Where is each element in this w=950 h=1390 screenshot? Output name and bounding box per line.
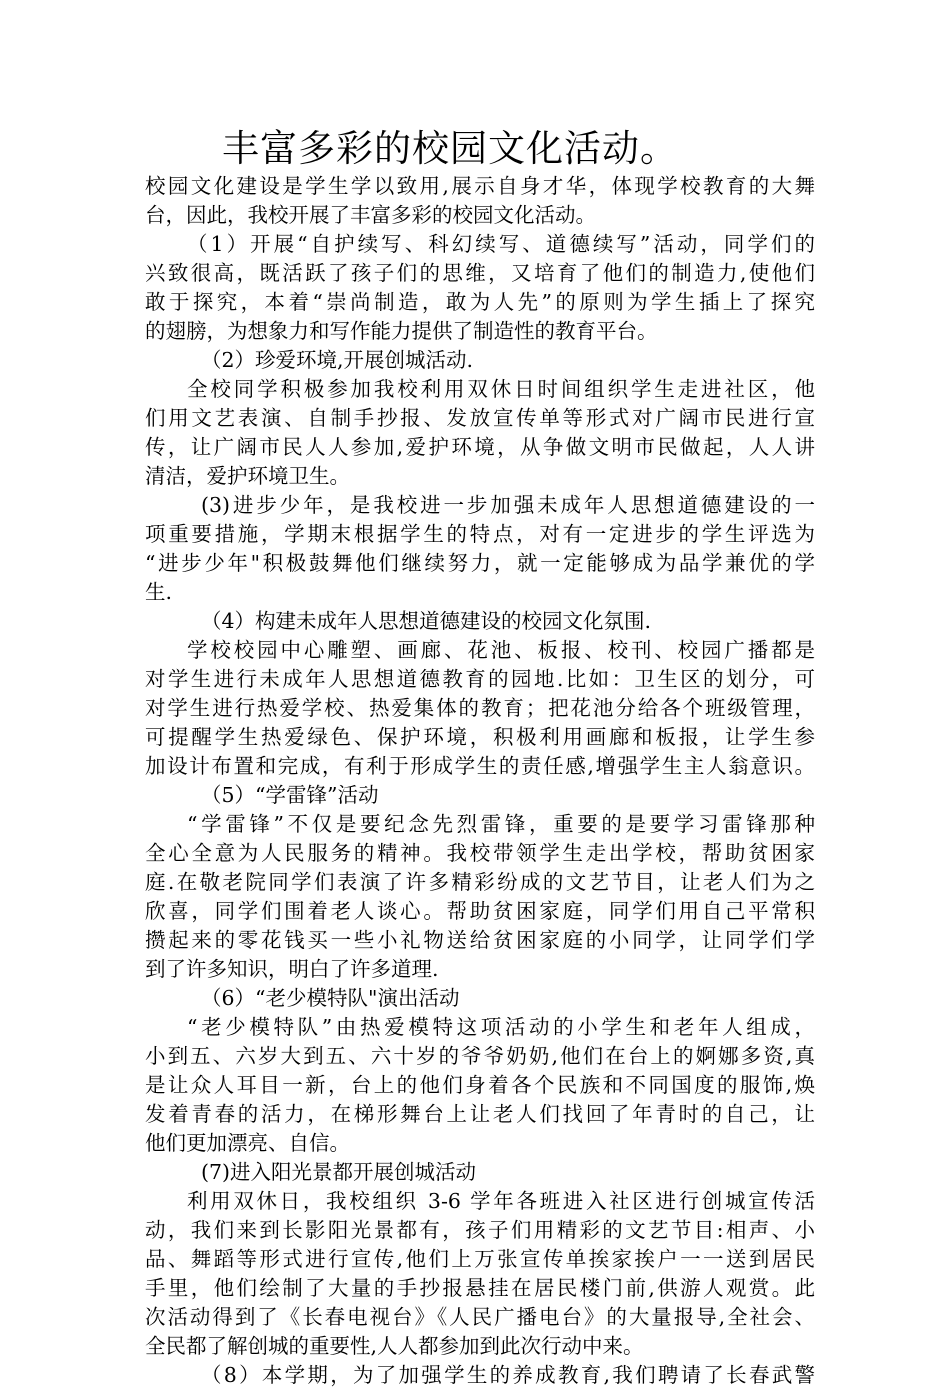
paragraph-line: 传，让广阔市民人人参加,爱护环境，从争做文明市民做起，人人讲: [145, 435, 815, 459]
paragraph-line: 项重要措施，学期末根据学生的特点，对有一定进步的学生评选为: [145, 522, 815, 546]
paragraph-line: 品、舞蹈等形式进行宣传,他们上万张宣传单挨家挨户一一送到居民: [145, 1247, 815, 1271]
paragraph-line: 校园文化建设是学生学以致用,展示自身才华，体现学校教育的大舞: [145, 174, 815, 198]
paragraph-line: 手里，他们绘制了大量的手抄报悬挂在居民楼门前,供游人观赏。此: [145, 1276, 815, 1300]
paragraph-line: 兴致很高，既活跃了孩子们的思维，又培育了他们的制造力,使他们: [145, 261, 815, 285]
paragraph-line: （1）开展“自护续写、科幻续写、道德续写”活动，同学们的: [187, 232, 815, 256]
paragraph-line: 他们更加漂亮、自信。: [145, 1131, 350, 1155]
paragraph-line: 加设计布置和完成，有利于形成学生的责任感,增强学生主人翁意识。: [145, 754, 815, 778]
paragraph-line: 对学生进行未成年人思想道德教育的园地.比如：卫生区的划分，可: [145, 667, 815, 691]
paragraph-line: 清洁，爱护环境卫生。: [145, 464, 350, 488]
paragraph-line: 全心全意为人民服务的精神。我校带领学生走出学校，帮助贫困家: [145, 841, 815, 865]
paragraph-line: 小到五、六岁大到五、六十岁的爷爷奶奶,他们在台上的婀娜多资,真: [145, 1044, 815, 1068]
paragraph-line: (7)进入阳光景都开展创城活动: [201, 1160, 477, 1184]
paragraph-line: 可提醒学生热爱绿色、保护环境，积极利用画廊和板报，让学生参: [145, 725, 815, 749]
paragraph-line: 到了许多知识，明白了许多道理.: [145, 957, 439, 981]
paragraph-line: 次活动得到了《长春电视台》《人民广播电台》的大量报导,全社会、: [145, 1305, 815, 1329]
paragraph-line: “进步少年"积极鼓舞他们继续努力，就一定能够成为品学兼优的学: [145, 551, 815, 575]
paragraph-line: （5）“学雷锋”活动: [201, 783, 379, 807]
paragraph-line: 们用文艺表演、自制手抄报、发放宣传单等形式对广阔市民进行宣: [145, 406, 815, 430]
paragraph-line: 生.: [145, 580, 173, 604]
paragraph-line: “学雷锋”不仅是要纪念先烈雷锋，重要的是要学习雷锋那种: [187, 812, 815, 836]
paragraph-line: （6）“老少模特队"演出活动: [201, 986, 460, 1010]
paragraph-line: 发着青春的活力，在梯形舞台上让老人们找回了年青时的自己，让: [145, 1102, 815, 1126]
paragraph-line: (3)进步少年，是我校进一步加强未成年人思想道德建设的一: [201, 493, 815, 517]
paragraph-line: 利用双休日，我校组织 3-6 学年各班进入社区进行创城宣传活: [187, 1189, 815, 1213]
paragraph-line: 欣喜，同学们围着老人谈心。帮助贫困家庭，同学们用自己平常积: [145, 899, 815, 923]
paragraph-line: 学校校园中心雕塑、画廊、花池、板报、校刊、校园广播都是: [187, 638, 815, 662]
paragraph-line: 敢于探究，本着“崇尚制造，敢为人先”的原则为学生插上了探究: [145, 290, 815, 314]
paragraph-line: 攒起来的零花钱买一些小礼物送给贫困家庭的小同学，让同学们学: [145, 928, 815, 952]
paragraph-line: 全民都了解创城的重要性,人人都参加到此次行动中来。: [145, 1334, 644, 1358]
paragraph-line: （2）珍爱环境,开展创城活动.: [201, 348, 474, 372]
paragraph-line: 对学生进行热爱学校、热爱集体的教育；把花池分给各个班级管理，: [145, 696, 815, 720]
paragraph-line: 庭.在敬老院同学们表演了许多精彩纷成的文艺节目，让老人们为之: [145, 870, 815, 894]
paragraph-line: （8）本学期，为了加强学生的养成教育,我们聘请了长春武警: [201, 1363, 815, 1387]
paragraph-line: 全校同学积极参加我校利用双休日时间组织学生走进社区，他: [187, 377, 815, 401]
document-body: [145, 172, 815, 1390]
document-title: 丰富多彩的校园文化活动。: [222, 127, 678, 170]
paragraph-line: 台，因此，我校开展了丰富多彩的校园文化活动。: [145, 203, 596, 227]
paragraph-line: 的翅膀，为想象力和写作能力提供了制造性的教育平台。: [145, 319, 658, 343]
paragraph-line: （4）构建未成年人思想道德建设的校园文化氛围.: [201, 609, 652, 633]
paragraph-line: 动，我们来到长影阳光景都有，孩子们用精彩的文艺节目:相声、小: [145, 1218, 815, 1242]
paragraph-line: 是让众人耳目一新，台上的他们身着各个民族和不同国度的服饰,焕: [145, 1073, 815, 1097]
paragraph-line: “老少模特队”由热爱模特这项活动的小学生和老年人组成，: [187, 1015, 815, 1039]
